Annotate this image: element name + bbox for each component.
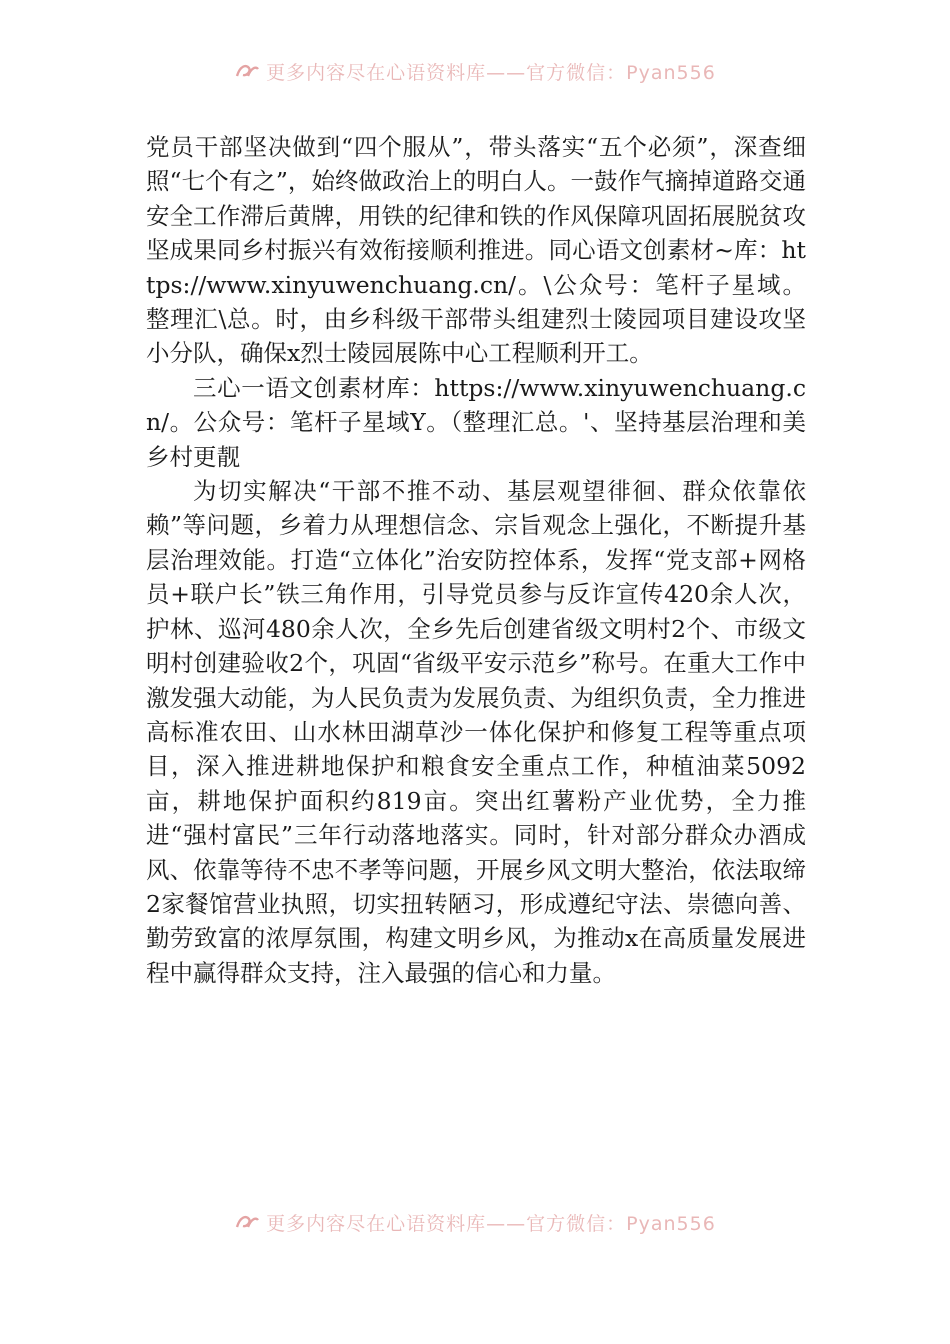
- paragraph-2: 三心一语文创素材库：https://www.xinyuwenchuang.cn/。公众号：笔杆子星域Y。（整理汇总。'、坚持基层治理和美乡村更靓: [146, 373, 806, 471]
- document-body: [146, 130, 806, 990]
- paragraph-1: 党员干部坚决做到“四个服从”，带头落实“五个必须”，深查细照“七个有之”，始终做政治上的明白人。一鼓作气摘掉道路交通安全工作滞后黄牌，用铁的纪律和铁的作风保障巩固拓展脱贫攻坚成果同乡村振兴有效衔接顺利推进。同心语文创素材~库：https://www.xinyuwenchuang.cn/。\公众号：笔杆子星域。整理汇\总。时，由乡科级干部带头组建烈士陵园项目建设攻坚小分队，确保x烈士陵园展陈中心工程顺利开工。: [146, 133, 806, 368]
- brand-mark-icon: [234, 62, 260, 85]
- header-watermark-text: 更多内容尽在心语资料库——官方微信：Pyan556: [266, 62, 716, 84]
- header-watermark: [0, 58, 950, 85]
- footer-watermark: [0, 1209, 950, 1236]
- footer-watermark-text: 更多内容尽在心语资料库——官方微信：Pyan556: [266, 1213, 716, 1235]
- paragraph-3: 为切实解决“干部不推不动、基层观望徘徊、群众依靠依赖”等问题，乡着力从理想信念、宗旨观念上强化，不断提升基层治理效能。打造“立体化”治安防控体系，发挥“党支部+网格员+联户长”铁三角作用，引导党员参与反诈宣传420余人次，护林、巡河480余人次，全乡先后创建省级文明村2个、市级文明村创建验收2个，巩固“省级平安示范乡”称号。在重大工作中激发强大动能，为人民负责为发展负责、为组织负责，全力推进高标准农田、山水林田湖草沙一体化保护和修复工程等重点项目，深入推进耕地保护和粮食安全重点工作，种植油菜5092亩，耕地保护面积约819亩。突出红薯粉产业优势，全力推进“强村富民”三年行动落地落实。同时，针对部分群众办酒成风、依靠等待不忠不孝等问题，开展乡风文明大整治，依法取缔2家餐馆营业执照，切实扭转陋习，形成遵纪守法、崇德向善、勤劳致富的浓厚氛围，构建文明乡风，为推动x在高质量发展进程中赢得群众支持，注入最强的信心和力量。: [146, 477, 806, 987]
- brand-mark-icon: [234, 1213, 260, 1236]
